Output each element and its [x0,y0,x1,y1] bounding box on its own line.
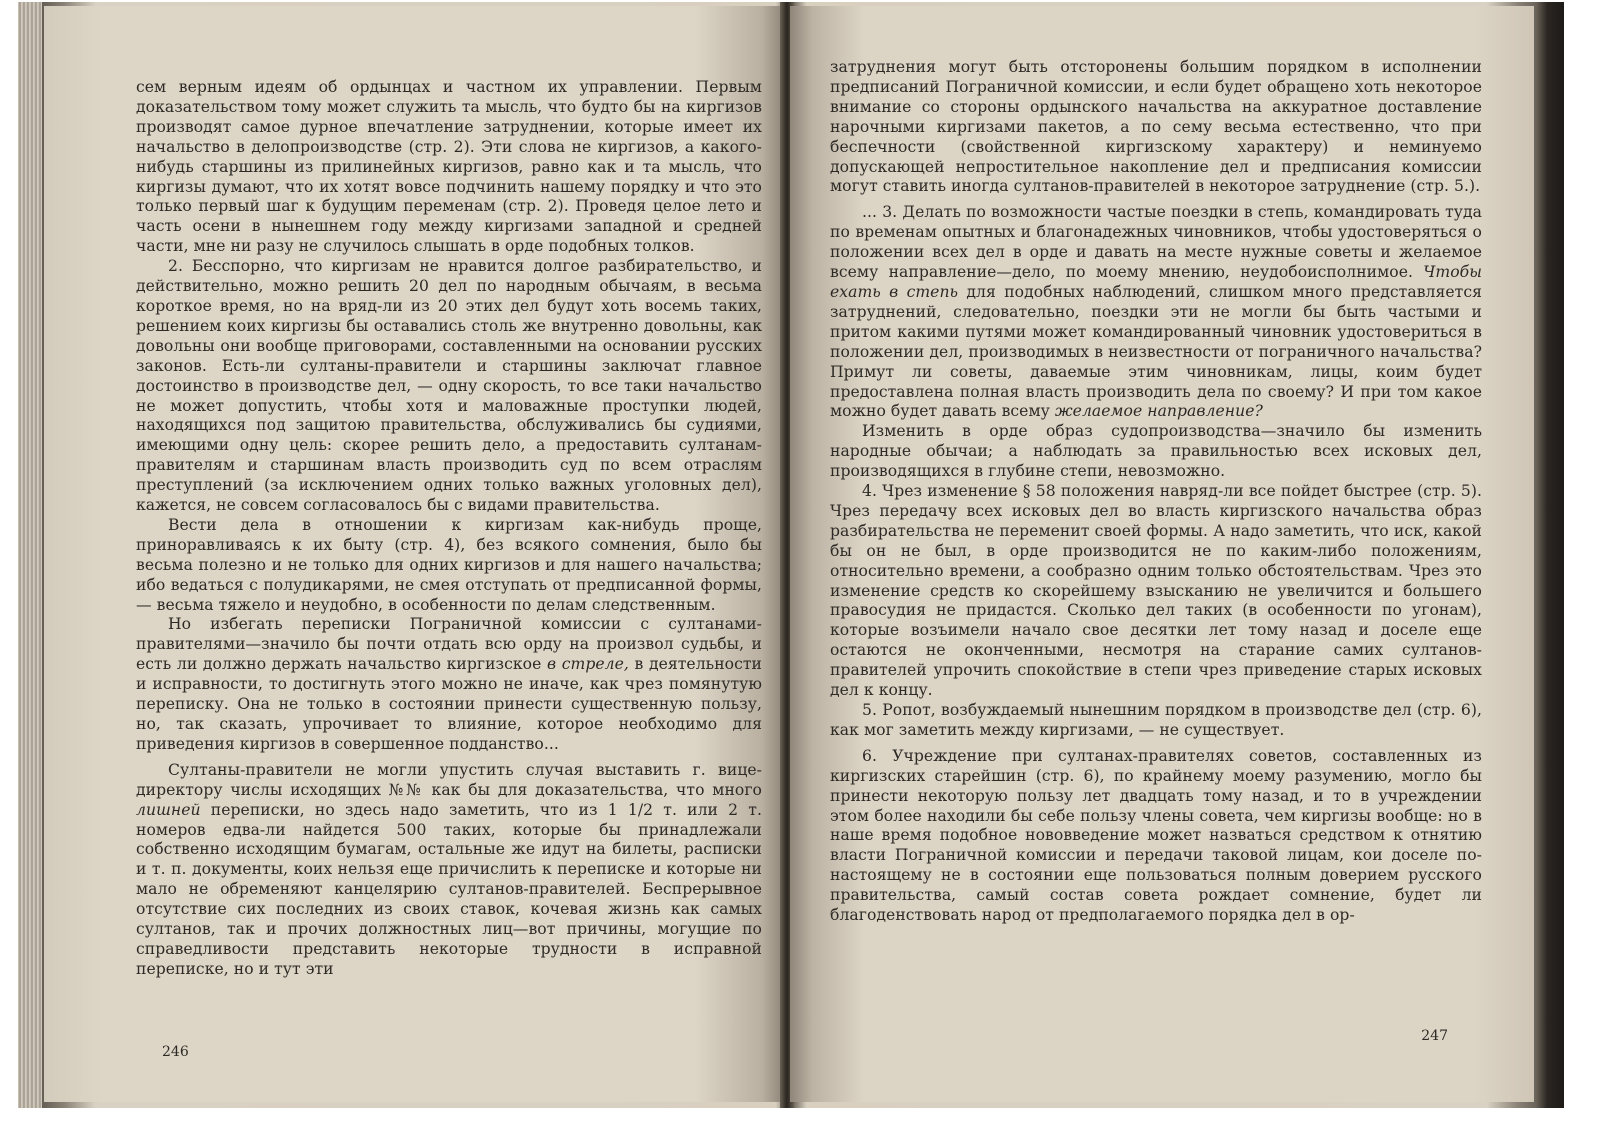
text-span: Но избегать переписки Пограничной комиссии с султанами-правителями—значило бы почти отдать всю орду на произвол судьбы, и есть ли должно держать начальство киргизское [136,615,762,674]
paragraph: затруднения могут быть отстоpонены большим порядком в исполнении предписаний Пограничной комиссии, и если будет обращено хоть некоторое внимание со стороны ордынского начальства на аккуратное доставление нарочными киргизами пакетов, а по сему весьма естественно, что при беспечности (свойственной киргизскому характеру) и неминуемо допускающей непростительное накопление дел и предписания комиссии могут ставить иногда султанов-правителей в некоторое затруднение (стр. 5.). [830,58,1482,196]
text-span: для подобных наблюдений, слишком много представляется затруднений, следовательно, поездки эти не могли бы быть частыми и притом какими путями может командированный чиновник удостовериться в положении дел, производимых в неизвестности от пограничного начальства? Примут ли советы, даваемые этим чиновникам, лицы, коим будет предоставлена полная власть производить дела по своему? И при том какое можно будет давать всему [830,282,1482,421]
page-edges-left [18,2,42,1108]
left-page [44,6,784,1102]
text-span: в деятельности и исправности, то достигнуть этого можно не иначе, как чрез помянутую переписку. Она не только в состоянии принести существенную пользу, но, так сказать, упрочивает то влияние, которое необходимо для приведения киргизов в совершенное подданство... [136,655,762,753]
left-page-text [136,78,762,980]
paragraph-with-italic [830,203,1482,422]
italic-span: желаемое направление? [1054,402,1263,421]
open-book [18,2,1564,1108]
right-page [790,6,1534,1102]
page-number: 246 [162,1044,189,1060]
paragraph-with-italic [136,615,762,754]
page-number: 247 [1421,1028,1448,1044]
text-span: ... 3. Делать по возможности частые поездки в степь, командировать туда по временам опытных и благонадежных чиновников, чтобы удостоверяться о положении всех дел в орде и давать на месте нужные советы и желаемое всему направление—дело, по моему мнению, неудобоисполнимое. [830,203,1482,282]
paragraph-with-italic [136,761,762,980]
italic-span: в стреле, [547,655,629,674]
text-span: переписки, но здесь надо заметить, что из 1 1/2 т. или 2 т. номеров едва-ли найдется 500 таких, которые бы принадлежали собственно исходящим бумагам, остальные же идут на билеты, расписки и т. п. документы, коих нельзя еще причислить к переписке и которые ни мало не обременяют канцелярию султанов-правителей. Беспрерывное отсутствие сих последних из своих ставок, кочевая жизнь как самых султанов, так и прочих должностных лиц—вот причины, могущие по справедливости представить некоторые трудности в исправной переписке, но и тут эти [136,800,762,978]
book-cover-right [1536,2,1564,1108]
paragraph: Изменить в орде образ судопроизводства—значило бы изменить народные обычаи; а наблюдать за правильностью всех исковых дел, производящихся в глубине степи, невозможно. [830,422,1482,481]
paragraph: 5. Ропот, возбуждаемый нынешним порядком в производстве дел (стр. 6), как мог заметить между киргизами, — не существует. [830,701,1482,739]
paragraph: 4. Чрез изменение § 58 положения навряд-ли все пойдет быстрее (стр. 5). Чрез передачу всех исковых дел во власть киргизского начальства образ разбирательства не переменит своей формы. А надо заметить, что иск, какой бы он не был, в орде производится не по каким-либо положениям, относительно времени, а сообразно одним только обстоятельствам. Чрез это изменение средств ко скорейшему взысканию не увеличится и большего правосудия не придастся. Сколько дел таких (в особенности по угонам), которые возъимели начало свое десятки лет тому назад и доселе еще остаются не оконченными, несмотря на старание самих султанов-правителей упрочить спокойствие в степи чрез приведение старых исковых дел к концу. [830,482,1482,700]
italic-span: Чтобы ехать в степь [830,263,1482,301]
text-span: Султаны-правители не могли упустить случая выставить г. вице-директору числы исходящих №№ как бы для доказательства, что много [136,760,762,799]
italic-span: лишней [136,800,201,819]
right-page-text [830,58,1482,926]
paragraph: сем верным идеям об ордынцах и частном их управлении. Первым доказательством тому может служить та мысль, что будто бы на киргизов производят самое дурное впечатление затруднении, которые имеет их начальство в делопроизводстве (стр. 2). Эти слова не киргизов, а какого-нибудь старшины из прилинейных киргизов, равно как и та мысль, что киргизы думают, что их хотят вовсе подчинить нашему порядку и что это только первый шаг к будущим переменам (стр. 2). Проведя целое лето и часть осени в нынешнем году между киргизами западной и средней части, мне ни разу не случилось слышать в орде подобных толков. [136,78,762,256]
paragraph: Вести дела в отношении к киргизам как-нибудь проще, приноравливаясь к их быту (стр. 4), без всякого сомнения, было бы весьма полезно и не только для одних киргизов и для нашего начальства; ибо ведаться с полудикарями, не смея отступать от предписанной формы, — весьма тяжело и неудобно, в особенности по делам следственным. [136,515,762,614]
paragraph: 2. Бесспорно, что киргизам не нравится долгое разбирательство, и действительно, можно решить 20 дел по народным обычаям, в весьма короткое время, но на вряд-ли из 20 этих дел будут хоть восемь таких, решением коих киргизы бы оставались столь же внутренно довольны, как довольны они вообще приговорами, составленными на основании русских законов. Есть-ли султаны-правители и старшины заключат главное достоинство в производстве дел, — одну скорость, то все таки начальство не может допустить, чтобы хотя и маловажные проступки людей, находящихся под защитою правительства, обслуживались бы судиями, имеющими одну цель: скорее решить дело, а предоставить султанам-правителям и старшинам власть производить суд по всем отраслям преступлений (за исключением одних только важных уголовных дел), кажется, не совсем согласовалось бы с видами правительства. [136,257,762,515]
paragraph: 6. Учреждение при султанах-правителях советов, составленных из киргизских старейшин (стр. 6), по крайнему моему разумению, могло бы принести некоторую пользу лет двадцать тому назад, и то в учреждении этом более находили бы себе пользу члены совета, чем киргизы вообще: но в наше время подобное нововведение может назваться средством к отнятию власти Пограничной комиссии и передачи таковой лицам, кои доселе по-настоящему не в состоянии еще пользоваться полным доверием русского правительства, самый состав совета рождает сомнение, будет ли благоденствовать народ от предполагаемого порядка дел в ор- [830,746,1482,925]
